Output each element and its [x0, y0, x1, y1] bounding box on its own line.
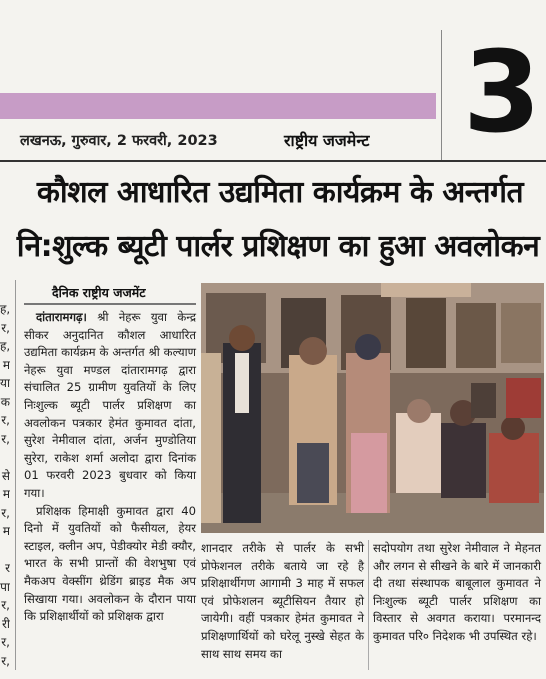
article-place: दांतारामगढ़। — [36, 310, 87, 324]
byline: दैनिक राष्ट्रीय जजमेंट — [52, 285, 146, 300]
fragment-line — [0, 541, 10, 560]
fragment-line: म — [2, 487, 10, 501]
headline-line-1: कौशल आधारित उद्यमिता कार्यक्रम के अन्तर्गत — [36, 175, 524, 210]
bottom-column-rule — [368, 540, 369, 670]
header-divider — [441, 30, 442, 162]
news-photo — [201, 283, 544, 533]
fragment-line: ह, — [0, 302, 10, 316]
byline-rule — [24, 303, 196, 305]
fragment-line: से — [1, 468, 10, 483]
fragment-line: ह, — [0, 339, 10, 353]
fragment-line — [0, 448, 10, 467]
fragment-line: र, — [1, 413, 10, 427]
article-bottom-column-2: सदोपयोग तथा सुरेश नेमीवाल ने मेहनत और लगन से सीखने के बारे में जानकारी दी तथा संस्थापक बाबूलाल कुमावत ने निःशुल्क ब्यूटी पार्लर प्रशिक्षण का विस्तार से अवगत कराया। परमानन्द कुमावत परि० निदेशक भी उपस्थित रहे। — [373, 541, 541, 643]
headline-line-2: नि:शुल्क ब्यूटी पार्लर प्रशिक्षण का हुआ अवलोकन — [16, 229, 540, 264]
header-rule — [0, 160, 546, 162]
fragment-line: क — [0, 394, 10, 409]
fragment-line: र, — [1, 653, 10, 668]
fragment-line: र, — [1, 598, 10, 612]
fragment-line: र — [5, 561, 10, 575]
fragment-line: री — [1, 616, 10, 631]
fragment-line: र, — [1, 505, 10, 520]
fragment-line: या — [0, 376, 10, 390]
fragment-line: र, — [1, 635, 10, 649]
article-main-column — [24, 309, 196, 626]
article-bottom-column-1: शानदार तरीके से पार्लर के सभी प्रोफेशनल तरीके बताये जा रहे है प्रशिक्षार्थीगण आगामी 3 माह में सफल एवं प्रोफेशलन ब्यूटीसियन तैयार हो जायेगी। वहीं पत्रकार हेमंत कुमावत ने प्रशिक्षणार्थियों को घरेलू नुस्खे सेहत के साथ साथ समय का — [201, 541, 364, 661]
fragment-line: म — [2, 357, 10, 372]
column-rule — [15, 280, 16, 670]
fragment-line: र, — [1, 320, 10, 335]
fragment-line: म — [2, 524, 10, 538]
page-number: 3 — [463, 28, 537, 158]
article-paragraph-1: श्री नेहरू युवा केन्द्र सीकर अनुदानित कौशल आधारित उद्यमिता कार्यक्रम के अन्तर्गत श्री कल्याण नेहरू युवा मण्डल दांतारामगढ़ द्वारा संचालित 25 ग्रामीण युवतियों के लिए निःशुल्क ब्यूटी पार्लर प्रशिक्षण का अवलोकन पत्रकार हेमंत कुमावत दांता, सुरेश नेमीवाल दांता, अर्जन मुण्डोतिया सुरेरा, राकेश शर्मा अलोदा द्वारा दिनांक 01 फरवरी 2023 बुधवार को किया गया। — [24, 310, 197, 500]
header-color-band — [0, 93, 436, 119]
newspaper-masthead: राष्ट्रीय जजमेन्ट — [284, 131, 370, 150]
dateline: लखनऊ, गुरुवार, 2 फरवरी, 2023 — [20, 133, 218, 149]
article-paragraph-2: प्रशिक्षक हिमाक्षी कुमावत द्वारा 40 दिनो में युवतियों को फैसीयल, हेयर स्टाइल, क्लीन अप, पेडीक्योर मेडी क्यौर, भारत के सभी प्रान्तों की वेशभुषा एवं मैकअप वेक्सींग थ्रेडिंग ब्राइड मैक अप सिखाया गया। अवलोकन के दौरान पाया कि प्रशिक्षार्थीयों को प्रशिक्षक द्वारा — [24, 503, 196, 624]
fragment-line: पा — [0, 579, 10, 594]
adjacent-column-fragment — [0, 300, 10, 670]
fragment-line: र, — [1, 431, 10, 446]
